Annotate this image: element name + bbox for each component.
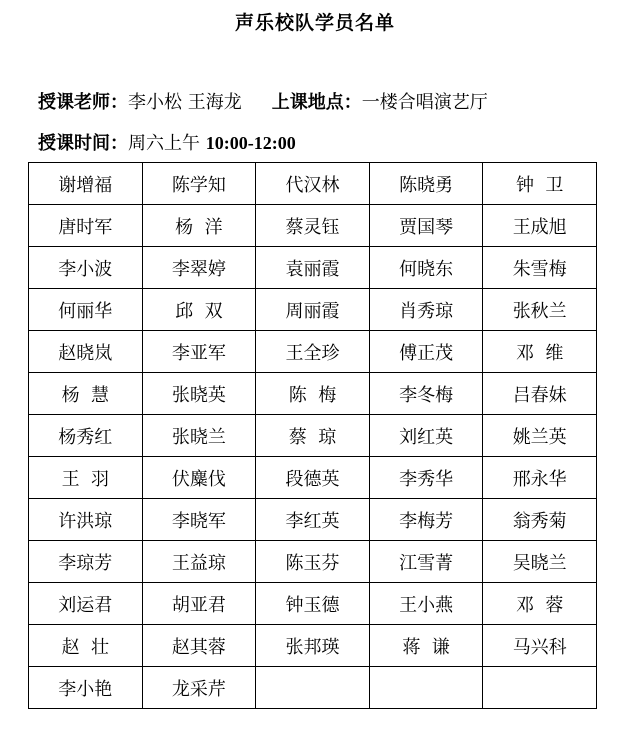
student-name-cell: 许洪琼 [29, 499, 143, 541]
student-name-cell: 杨 慧 [29, 373, 143, 415]
student-name-cell: 李亚军 [142, 331, 256, 373]
time-range: 10:00-12:00 [205, 133, 296, 153]
table-row [29, 541, 597, 583]
student-name-cell: 张秋兰 [483, 289, 597, 331]
table-row [29, 457, 597, 499]
student-name-cell: 李红英 [256, 499, 370, 541]
teacher-label: 授课老师： [38, 92, 128, 113]
student-name-cell: 王全珍 [256, 331, 370, 373]
student-name-cell: 杨 洋 [142, 205, 256, 247]
student-name-cell: 蒋 谦 [369, 625, 483, 667]
location-label: 上课地点： [271, 92, 362, 113]
location-value: 一楼合唱演艺厅 [361, 92, 488, 113]
table-row [29, 289, 597, 331]
student-name-cell: 邢永华 [483, 457, 597, 499]
student-name-cell: 伏麋伐 [142, 457, 256, 499]
student-name-cell: 谢增福 [29, 163, 143, 205]
table-row [29, 373, 597, 415]
student-name-cell: 赵晓岚 [29, 331, 143, 373]
student-name-cell: 李翠婷 [142, 247, 256, 289]
page-title: 声乐校队学员名单 [234, 12, 395, 34]
table-row [29, 163, 597, 205]
table-row [29, 583, 597, 625]
student-name-cell: 段德英 [256, 457, 370, 499]
student-name-cell: 朱雪梅 [483, 247, 597, 289]
student-name-cell: 刘红英 [369, 415, 483, 457]
roster-table [28, 162, 597, 709]
student-name-cell: 蔡 琼 [256, 415, 370, 457]
student-name-cell: 李晓军 [142, 499, 256, 541]
student-name-cell: 吴晓兰 [483, 541, 597, 583]
student-name-cell: 贾国琴 [369, 205, 483, 247]
student-name-cell: 张邦瑛 [256, 625, 370, 667]
student-name-cell: 王 羽 [29, 457, 143, 499]
student-name-cell: 龙采芹 [142, 667, 256, 709]
student-name-cell: 胡亚君 [142, 583, 256, 625]
student-name-cell: 刘运君 [29, 583, 143, 625]
student-name-cell: 杨秀红 [29, 415, 143, 457]
table-row [29, 331, 597, 373]
table-row [29, 499, 597, 541]
table-row [29, 247, 597, 289]
time-day: 周六上午 [128, 133, 206, 154]
table-row [29, 625, 597, 667]
student-name-cell: 姚兰英 [483, 415, 597, 457]
student-name-cell: 李小艳 [29, 667, 143, 709]
student-name-cell: 代汉林 [256, 163, 370, 205]
student-name-cell: 张晓兰 [142, 415, 256, 457]
student-name-cell: 赵其蓉 [142, 625, 256, 667]
student-name-cell: 王小燕 [369, 583, 483, 625]
student-name-cell: 江雪菁 [369, 541, 483, 583]
student-name-cell: 钟 卫 [483, 163, 597, 205]
student-name-cell: 李秀华 [369, 457, 483, 499]
table-row [29, 205, 597, 247]
student-name-cell: 何丽华 [29, 289, 143, 331]
student-name-cell: 钟玉德 [256, 583, 370, 625]
student-name-cell: 陈学知 [142, 163, 256, 205]
student-name-cell: 陈玉芬 [256, 541, 370, 583]
student-name-cell: 袁丽霞 [256, 247, 370, 289]
table-row [29, 415, 597, 457]
student-name-cell: 邓 维 [483, 331, 597, 373]
student-name-cell [483, 667, 597, 709]
time-label: 授课时间： [38, 133, 128, 154]
table-row [29, 667, 597, 709]
student-name-cell: 陈晓勇 [369, 163, 483, 205]
student-name-cell: 翁秀菊 [483, 499, 597, 541]
time-line [38, 129, 296, 155]
student-name-cell: 李梅芳 [369, 499, 483, 541]
student-name-cell: 王成旭 [483, 205, 597, 247]
teacher-location-line [38, 88, 488, 114]
student-name-cell: 邱 双 [142, 289, 256, 331]
student-name-cell: 李小波 [29, 247, 143, 289]
student-name-cell: 傅正茂 [369, 331, 483, 373]
student-name-cell: 马兴科 [483, 625, 597, 667]
student-name-cell: 何晓东 [369, 247, 483, 289]
teacher-value: 李小松 王海龙 [128, 92, 242, 113]
student-name-cell: 唐时军 [29, 205, 143, 247]
student-name-cell [369, 667, 483, 709]
student-name-cell: 李冬梅 [369, 373, 483, 415]
student-name-cell: 王益琼 [142, 541, 256, 583]
student-name-cell: 邓 蓉 [483, 583, 597, 625]
student-name-cell: 陈 梅 [256, 373, 370, 415]
student-name-cell: 张晓英 [142, 373, 256, 415]
student-name-cell: 肖秀琼 [369, 289, 483, 331]
student-name-cell [256, 667, 370, 709]
student-name-cell: 蔡灵钰 [256, 205, 370, 247]
student-name-cell: 周丽霞 [256, 289, 370, 331]
student-name-cell: 吕春妹 [483, 373, 597, 415]
student-name-cell: 赵 壮 [29, 625, 143, 667]
student-name-cell: 李琼芳 [29, 541, 143, 583]
